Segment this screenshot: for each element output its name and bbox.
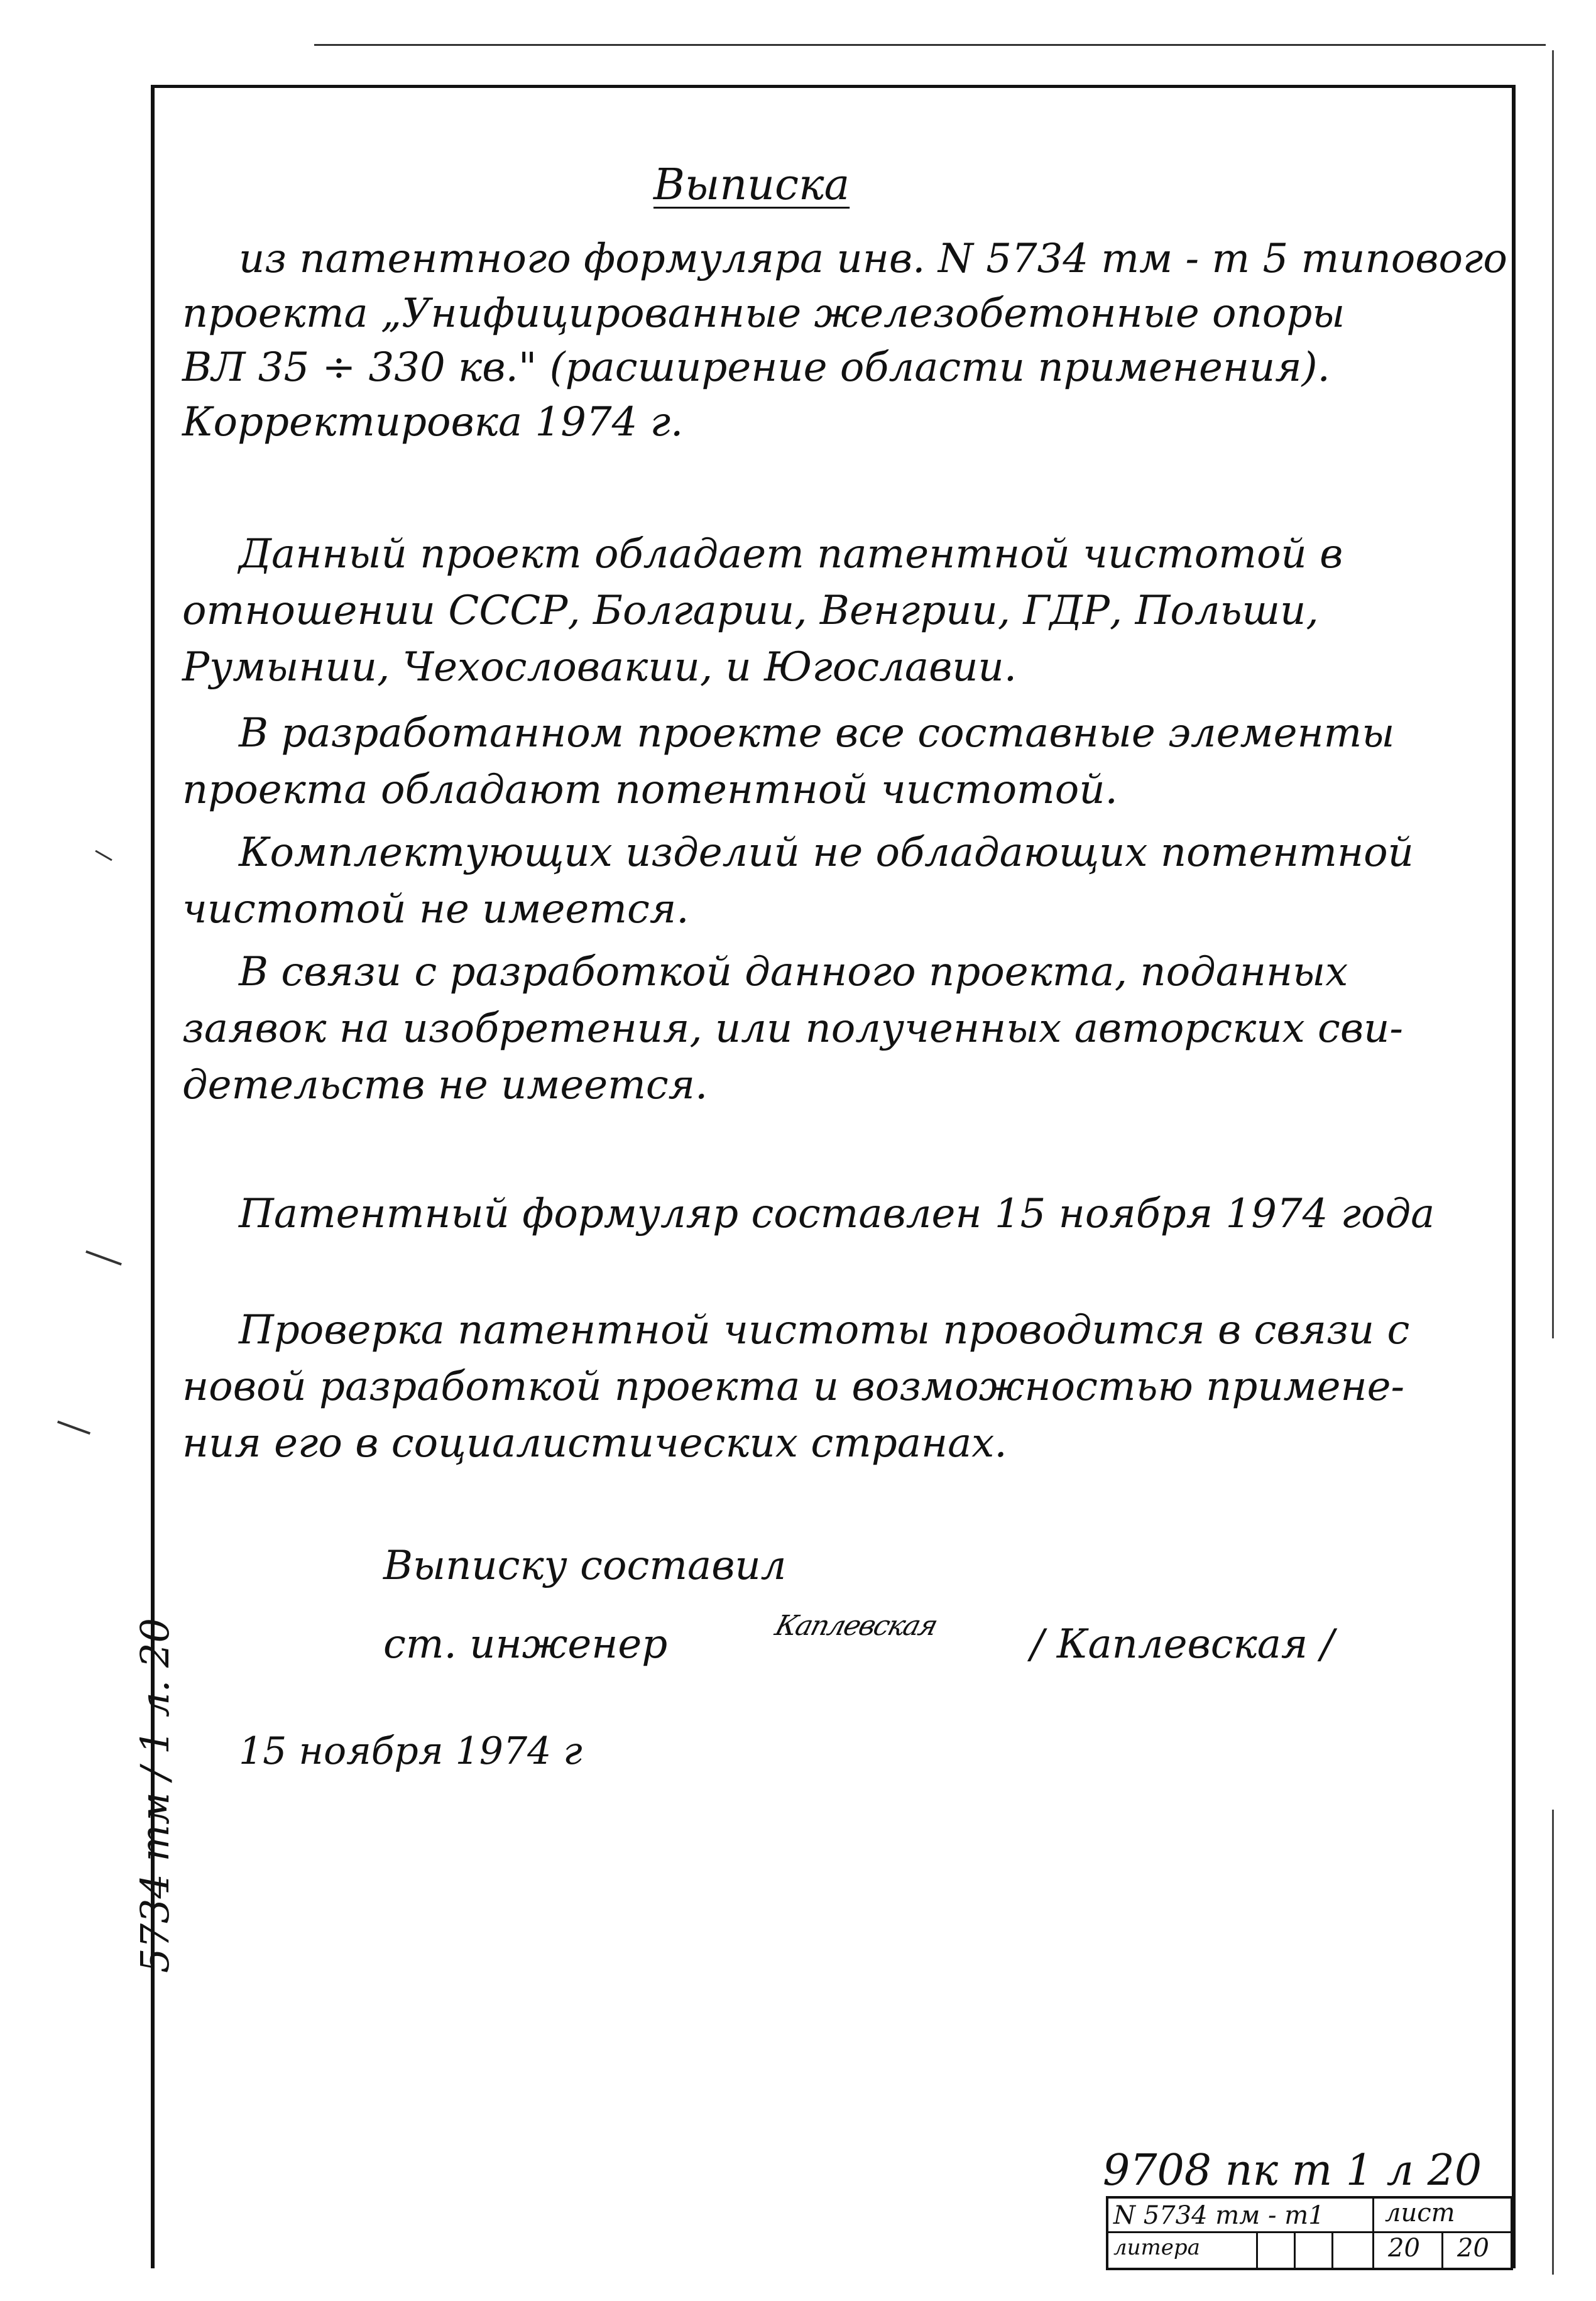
stamp-sheet-value-b: 20 [1457, 2234, 1489, 2263]
stamp-doc-number: N 5734 тм - т1 [1113, 2201, 1325, 2230]
stamp-sheet-value-a: 20 [1388, 2234, 1420, 2263]
stamp-column-divider [1372, 2199, 1374, 2268]
paragraph-2-line-1: В разработанном проекте все составные элементы [239, 710, 1395, 757]
paragraph-5-line-1: Патентный формуляр составлен 15 ноября 1974 года [239, 1191, 1435, 1237]
paragraph-4-line-2: заявок на изобретения, или полученных авторских сви- [182, 1005, 1403, 1052]
paragraph-3-line-1: Комплектующих изделий не обладающих потентной [239, 829, 1414, 876]
stamp-sheet-label: лист [1385, 2199, 1455, 2227]
paragraph-2-line-2: проекта обладают потентной чистотой. [182, 767, 1118, 813]
right-border-line [1552, 50, 1554, 1338]
document-title: Выписка [653, 160, 850, 210]
signatory-name: / Каплевская / [1030, 1621, 1335, 1668]
stamp-sheet-divider [1441, 2231, 1443, 2268]
intro-line-1: из патентного формуляра инв. N 5734 тм - т 5 типового [239, 236, 1507, 282]
title-block-stamp [1106, 2196, 1513, 2270]
paragraph-3-line-2: чистотой не имеется. [182, 886, 689, 932]
scan-artifact-mark [95, 850, 112, 861]
paragraph-1-line-1: Данный проект обладает патентной чистотой в [239, 531, 1343, 577]
stamp-row-divider [1108, 2231, 1511, 2233]
stamp-litera-label: литера [1113, 2235, 1200, 2260]
intro-line-3: ВЛ 35 ÷ 330 кв." (расширение области применения). [182, 344, 1330, 391]
margin-reference-note: 5734 тм / 1 л. 20 [132, 1618, 178, 1973]
top-border-line [314, 44, 1546, 46]
paragraph-1-line-3: Румынии, Чехословакии, и Югославии. [182, 644, 1017, 691]
signature-title: Выписку составил [383, 1543, 787, 1589]
intro-line-2: проекта „Унифицированные железобетонные опоры [182, 290, 1345, 337]
right-border-line-lower [1552, 1810, 1554, 2275]
intro-line-4: Корректировка 1974 г. [182, 399, 684, 445]
paragraph-4-line-3: детельств не имеется. [182, 1062, 708, 1108]
scan-artifact-mark [85, 1250, 122, 1265]
signature-position: ст. инженер [383, 1621, 668, 1668]
stamp-litera-cell-1 [1256, 2231, 1258, 2268]
paragraph-1-line-2: отношении СССР, Болгарии, Венгрии, ГДР, Польши, [182, 588, 1319, 634]
paragraph-6-line-3: ния его в социалистических странах. [182, 1420, 1007, 1467]
archive-number: 9708 пк т 1 л 20 [1103, 2146, 1482, 2195]
stamp-litera-cell-2 [1294, 2231, 1296, 2268]
paragraph-4-line-1: В связи с разработкой данного проекта, поданных [239, 949, 1348, 995]
handwritten-signature: Каплевская [772, 1610, 941, 1642]
paragraph-6-line-2: новой разработкой проекта и возможностью примене- [182, 1364, 1405, 1410]
scan-artifact-mark [57, 1421, 90, 1435]
paragraph-6-line-1: Проверка патентной чистоты проводится в связи с [239, 1307, 1410, 1353]
stamp-litera-cell-3 [1331, 2231, 1333, 2268]
document-date: 15 ноября 1974 г [239, 1729, 582, 1773]
